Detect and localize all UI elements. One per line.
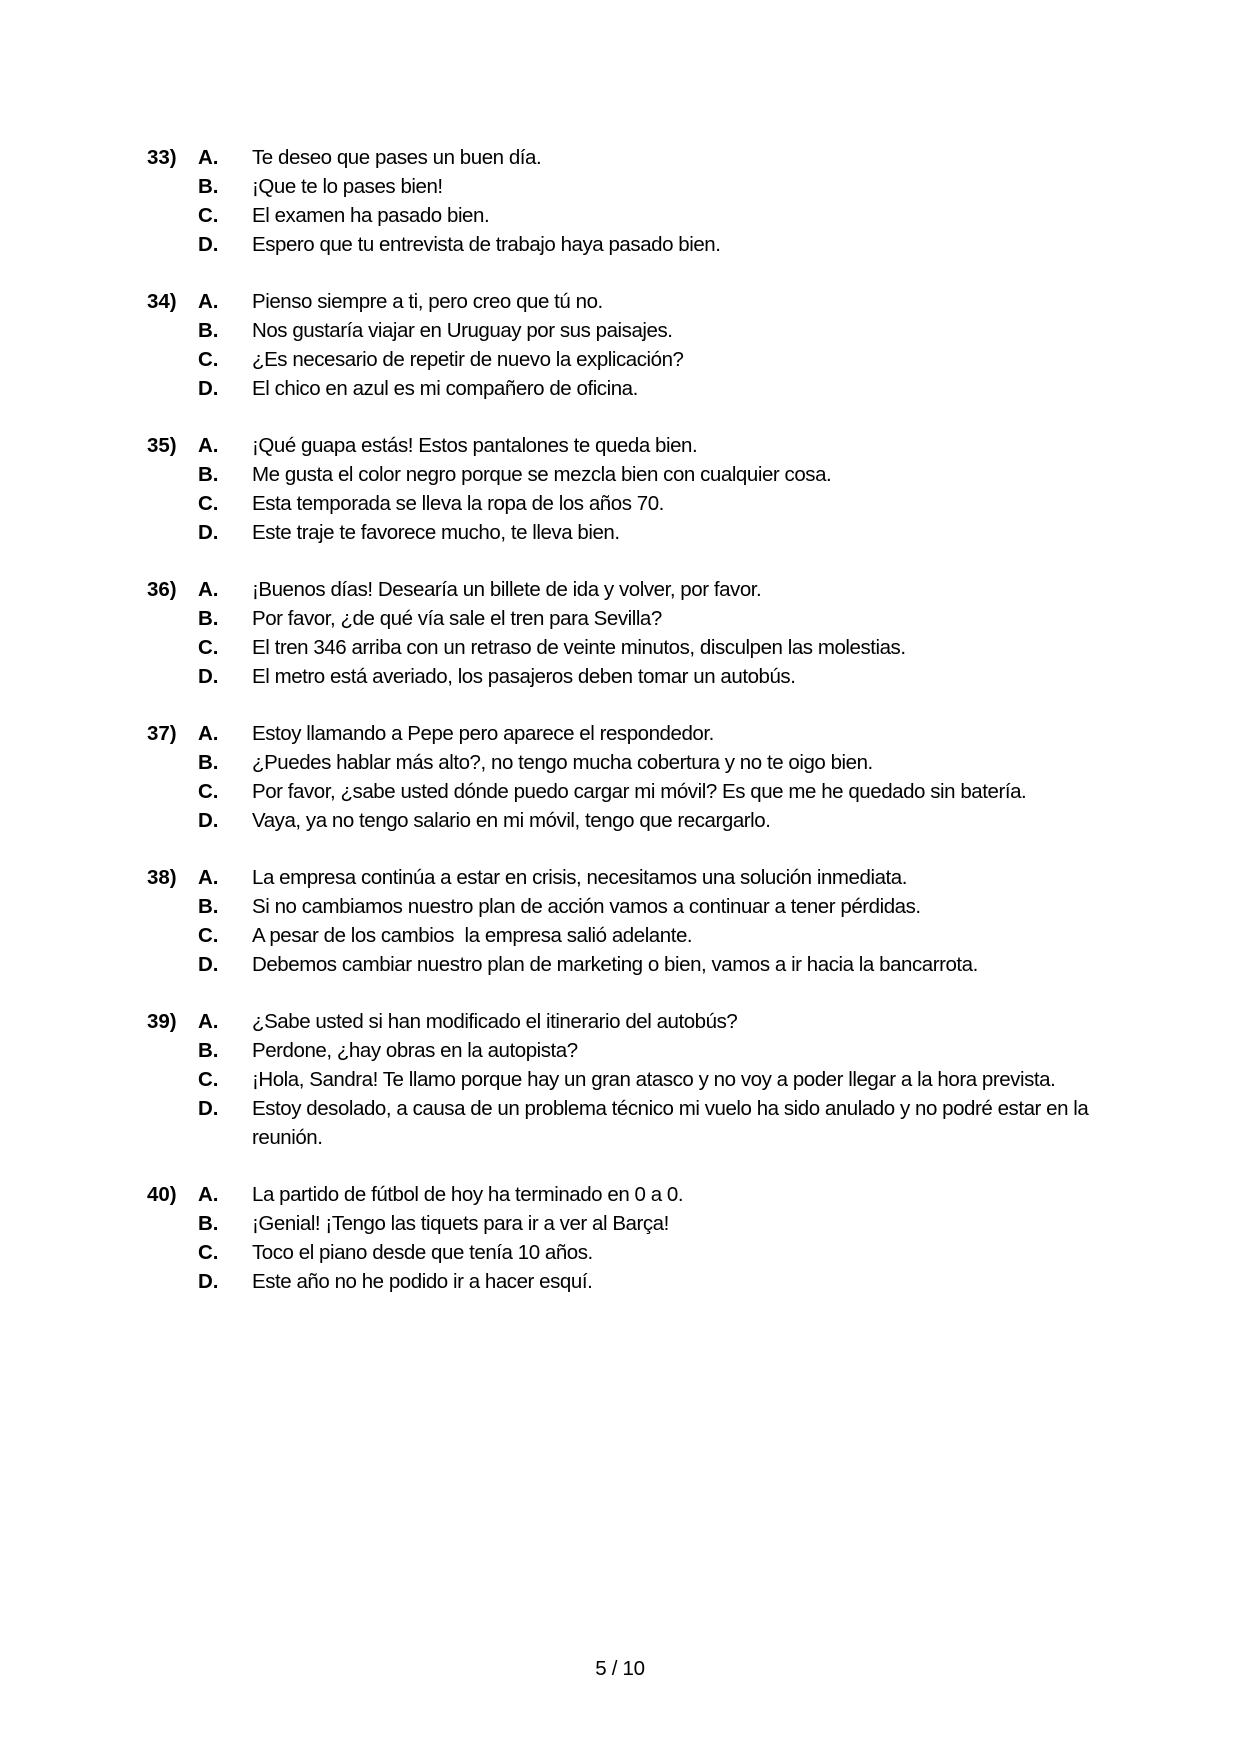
option-text: Te deseo que pases un buen día. xyxy=(252,146,542,169)
option-letter: D. xyxy=(198,809,219,832)
option-text: ¡Buenos días! Desearía un billete de ida y volver, por favor. xyxy=(252,578,762,601)
option-text: ¡Qué guapa estás! Estos pantalones te queda bien. xyxy=(252,434,698,457)
option-row xyxy=(0,921,1240,950)
option-text: Este traje te favorece mucho, te lleva bien. xyxy=(252,521,620,544)
option-row xyxy=(0,431,1240,460)
question-38 xyxy=(0,863,1240,979)
option-letter: A. xyxy=(198,866,219,889)
option-text: Perdone, ¿hay obras en la autopista? xyxy=(252,1039,578,1062)
option-letter: C. xyxy=(198,636,219,659)
question-number: 40) xyxy=(147,1183,177,1206)
option-letter: A. xyxy=(198,146,219,169)
option-text: ¿Es necesario de repetir de nuevo la explicación? xyxy=(252,348,684,371)
option-row xyxy=(0,1180,1240,1209)
option-row xyxy=(0,345,1240,374)
option-text: Nos gustaría viajar en Uruguay por sus paisajes. xyxy=(252,319,673,342)
option-letter: B. xyxy=(198,607,219,630)
option-text: Toco el piano desde que tenía 10 años. xyxy=(252,1241,593,1264)
option-letter: D. xyxy=(198,1097,219,1120)
option-text: El examen ha pasado bien. xyxy=(252,204,490,227)
option-text: Si no cambiamos nuestro plan de acción vamos a continuar a tener pérdidas. xyxy=(252,895,921,918)
option-row xyxy=(0,748,1240,777)
option-row xyxy=(0,662,1240,691)
option-letter: D. xyxy=(198,233,219,256)
option-letter: D. xyxy=(198,521,219,544)
option-letter: B. xyxy=(198,1039,219,1062)
question-number: 37) xyxy=(147,722,177,745)
option-letter: C. xyxy=(198,492,219,515)
option-row xyxy=(0,604,1240,633)
option-row xyxy=(0,460,1240,489)
option-letter: A. xyxy=(198,578,219,601)
option-text: A pesar de los cambios la empresa salió adelante. xyxy=(252,924,693,947)
question-40 xyxy=(0,1180,1240,1296)
option-text: ¿Sabe usted si han modificado el itinerario del autobús? xyxy=(252,1010,738,1033)
option-text: Por favor, ¿sabe usted dónde puedo cargar mi móvil? Es que me he quedado sin batería. xyxy=(252,780,1027,803)
option-letter: A. xyxy=(198,722,219,745)
option-text: Me gusta el color negro porque se mezcla bien con cualquier cosa. xyxy=(252,463,832,486)
option-row xyxy=(0,1267,1240,1296)
option-row xyxy=(0,1007,1240,1036)
option-row xyxy=(0,863,1240,892)
option-row xyxy=(0,806,1240,835)
option-text: Este año no he podido ir a hacer esquí. xyxy=(252,1270,593,1293)
option-row xyxy=(0,489,1240,518)
question-33 xyxy=(0,143,1240,259)
option-letter: C. xyxy=(198,348,219,371)
question-number: 34) xyxy=(147,290,177,313)
option-row xyxy=(0,1238,1240,1267)
option-letter: D. xyxy=(198,1270,219,1293)
question-number: 39) xyxy=(147,1010,177,1033)
option-text: ¡Que te lo pases bien! xyxy=(252,175,443,198)
option-letter: D. xyxy=(198,953,219,976)
option-letter: B. xyxy=(198,895,219,918)
question-list xyxy=(0,143,1240,1324)
option-row xyxy=(0,1209,1240,1238)
option-text: El metro está averiado, los pasajeros deben tomar un autobús. xyxy=(252,665,796,688)
option-row xyxy=(0,892,1240,921)
option-text: La empresa continúa a estar en crisis, necesitamos una solución inmediata. xyxy=(252,866,907,889)
option-letter: C. xyxy=(198,780,219,803)
question-35 xyxy=(0,431,1240,547)
option-row xyxy=(0,172,1240,201)
option-text: La partido de fútbol de hoy ha terminado en 0 a 0. xyxy=(252,1183,684,1206)
option-row xyxy=(0,230,1240,259)
option-row xyxy=(0,143,1240,172)
option-letter: B. xyxy=(198,751,219,774)
question-37 xyxy=(0,719,1240,835)
option-letter: C. xyxy=(198,204,219,227)
option-text: Estoy desolado, a causa de un problema técnico mi vuelo ha sido anulado y no podré estar en la reunión. xyxy=(252,1097,1089,1149)
option-letter: C. xyxy=(198,1068,219,1091)
option-text: Estoy llamando a Pepe pero aparece el respondedor. xyxy=(252,722,714,745)
option-row xyxy=(0,287,1240,316)
option-row xyxy=(0,518,1240,547)
option-text: ¡Hola, Sandra! Te llamo porque hay un gran atasco y no voy a poder llegar a la hora prevista. xyxy=(252,1068,1056,1091)
page-number: 5 / 10 xyxy=(595,1657,645,1680)
question-39 xyxy=(0,1007,1240,1152)
option-letter: A. xyxy=(198,1010,219,1033)
option-letter: B. xyxy=(198,463,219,486)
option-row xyxy=(0,575,1240,604)
option-letter: C. xyxy=(198,924,219,947)
option-letter: A. xyxy=(198,434,219,457)
option-letter: C. xyxy=(198,1241,219,1264)
question-number: 33) xyxy=(147,146,177,169)
option-row xyxy=(0,633,1240,662)
option-letter: B. xyxy=(198,1212,219,1235)
option-row xyxy=(0,316,1240,345)
option-text: El chico en azul es mi compañero de oficina. xyxy=(252,377,638,400)
option-letter: A. xyxy=(198,290,219,313)
option-letter: B. xyxy=(198,319,219,342)
option-text: Espero que tu entrevista de trabajo haya pasado bien. xyxy=(252,233,721,256)
option-text: Vaya, ya no tengo salario en mi móvil, tengo que recargarlo. xyxy=(252,809,771,832)
option-text: El tren 346 arriba con un retraso de veinte minutos, disculpen las molestias. xyxy=(252,636,906,659)
option-row xyxy=(0,777,1240,806)
question-34 xyxy=(0,287,1240,403)
option-row xyxy=(0,1094,1240,1152)
option-row xyxy=(0,374,1240,403)
option-letter: D. xyxy=(198,377,219,400)
question-number: 35) xyxy=(147,434,177,457)
option-row xyxy=(0,950,1240,979)
question-number: 38) xyxy=(147,866,177,889)
option-text: ¿Puedes hablar más alto?, no tengo mucha cobertura y no te oigo bien. xyxy=(252,751,873,774)
option-row xyxy=(0,1036,1240,1065)
option-row xyxy=(0,719,1240,748)
option-row xyxy=(0,1065,1240,1094)
question-36 xyxy=(0,575,1240,691)
option-text: ¡Genial! ¡Tengo las tiquets para ir a ver al Barça! xyxy=(252,1212,669,1235)
option-text: Debemos cambiar nuestro plan de marketing o bien, vamos a ir hacia la bancarrota. xyxy=(252,953,978,976)
option-letter: B. xyxy=(198,175,219,198)
question-number: 36) xyxy=(147,578,177,601)
option-text: Esta temporada se lleva la ropa de los años 70. xyxy=(252,492,664,515)
option-row xyxy=(0,201,1240,230)
option-text: Pienso siempre a ti, pero creo que tú no. xyxy=(252,290,603,313)
option-letter: A. xyxy=(198,1183,219,1206)
option-text: Por favor, ¿de qué vía sale el tren para Sevilla? xyxy=(252,607,662,630)
option-letter: D. xyxy=(198,665,219,688)
